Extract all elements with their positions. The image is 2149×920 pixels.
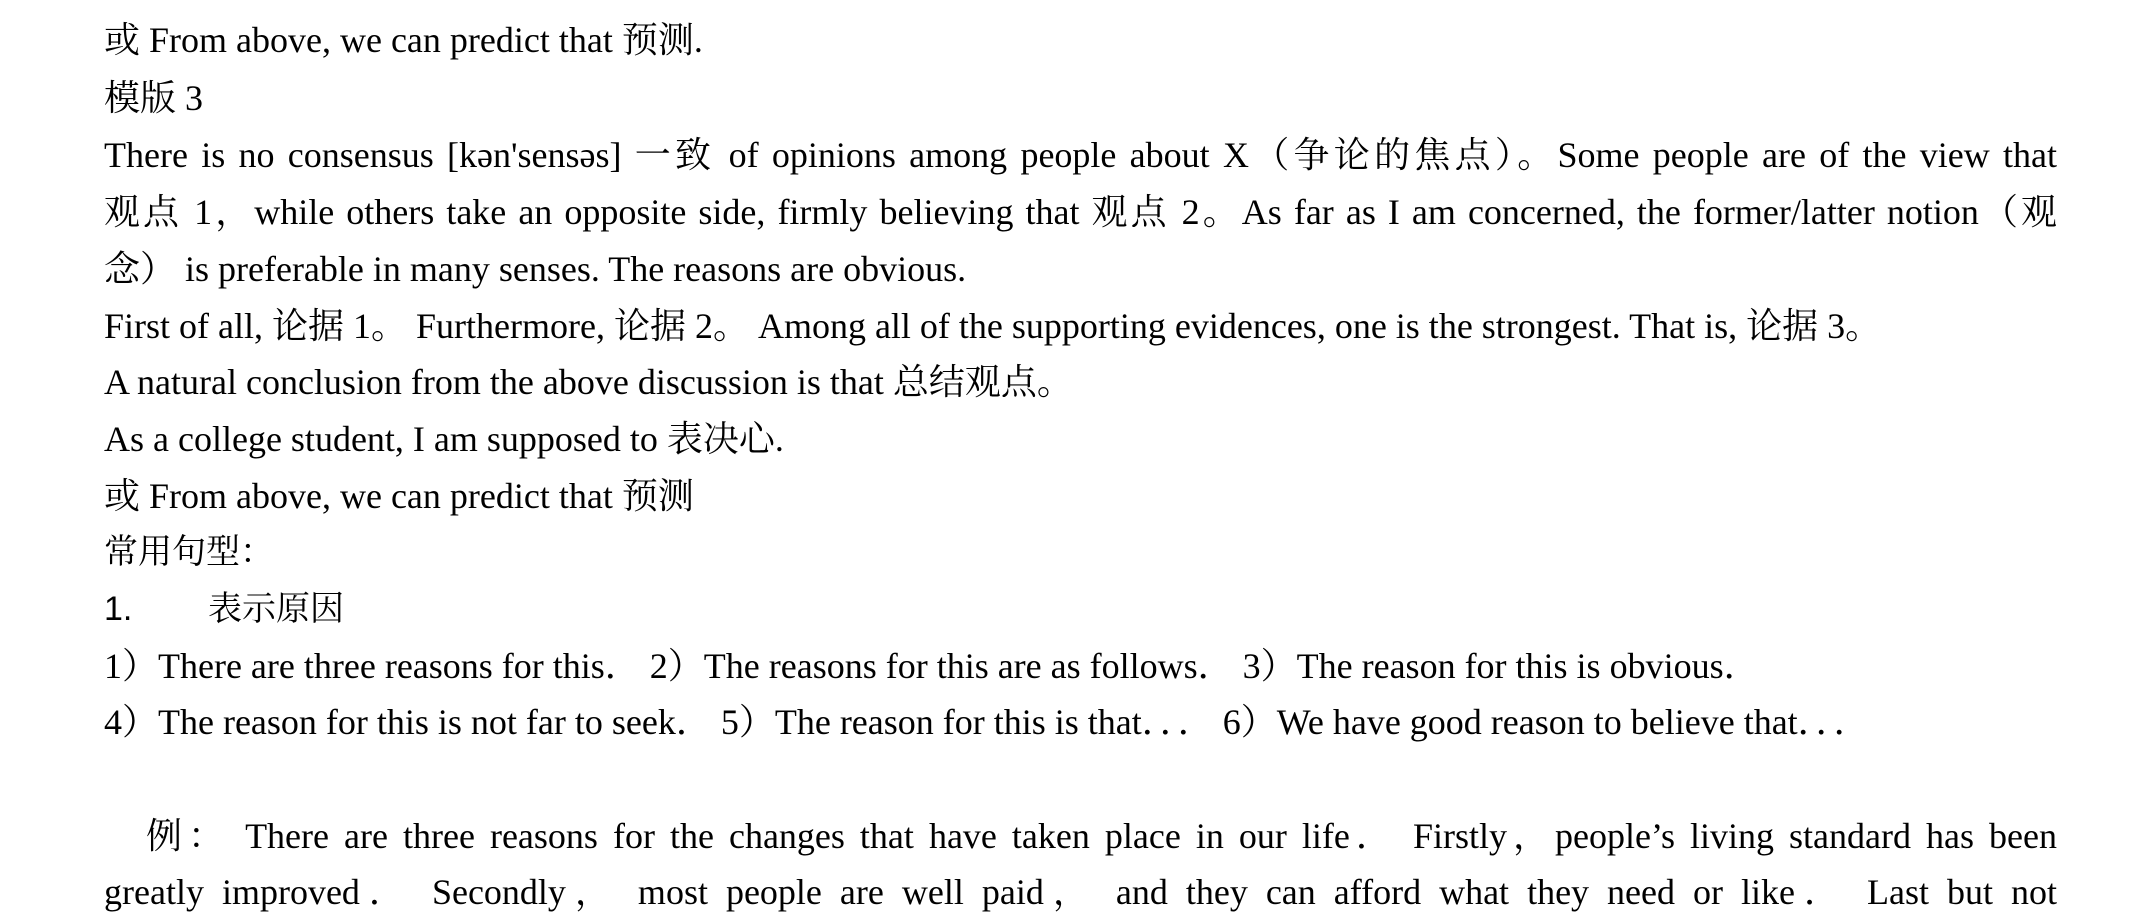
numbered-heading xyxy=(104,581,344,637)
list-heading-text: 表示原因 xyxy=(208,590,344,628)
text-line: 念） is preferable in many senses. The reasons are obvious. xyxy=(104,249,967,289)
list-number: 1. xyxy=(104,590,133,628)
text-line: First of all, 论据 1。 Furthermore, 论据 2。 Among all of the supporting evidences, one is the strongest. That is, 论据 3。 xyxy=(104,306,1882,346)
example-sentences: 1）There are three reasons for this． 2）The reasons for this are as follows． 3）The reason for this is obvious． xyxy=(104,646,1760,686)
text-line: As a college student, I am supposed to 表决心. xyxy=(104,419,784,459)
text-line: 或 From above, we can predict that 预测 xyxy=(104,476,694,516)
section-heading: 常用句型： xyxy=(104,533,274,571)
example-sentences: 4）The reason for this is not far to seek． 5）The reason for this is that．．． 6）We have good reason to believe that．．． xyxy=(104,702,1870,742)
example-paragraph-line: 例： There are three reasons for the changes that have taken place in our life． Firstly，people’s living standard has been xyxy=(146,816,2057,856)
template-heading: 模版 3 xyxy=(104,78,204,118)
text-line: 或 From above, we can predict that 预测. xyxy=(104,20,703,60)
text-line: There is no consensus [kən'sensəs] 一致 of opinions among people about X（争论的焦点）。Some people are of the view that xyxy=(104,135,2057,175)
example-paragraph-line: greatly improved． Secondly， most people are well paid， and they can afford what they need or like． Last but not xyxy=(104,872,2057,912)
text-line: A natural conclusion from the above discussion is that 总结观点。 xyxy=(104,362,1073,402)
document-page xyxy=(104,0,2057,912)
text-line: 观点 1，while others take an opposite side, firmly believing that 观点 2。As far as I am concerned, the former/latter notion（观 xyxy=(104,192,2057,232)
